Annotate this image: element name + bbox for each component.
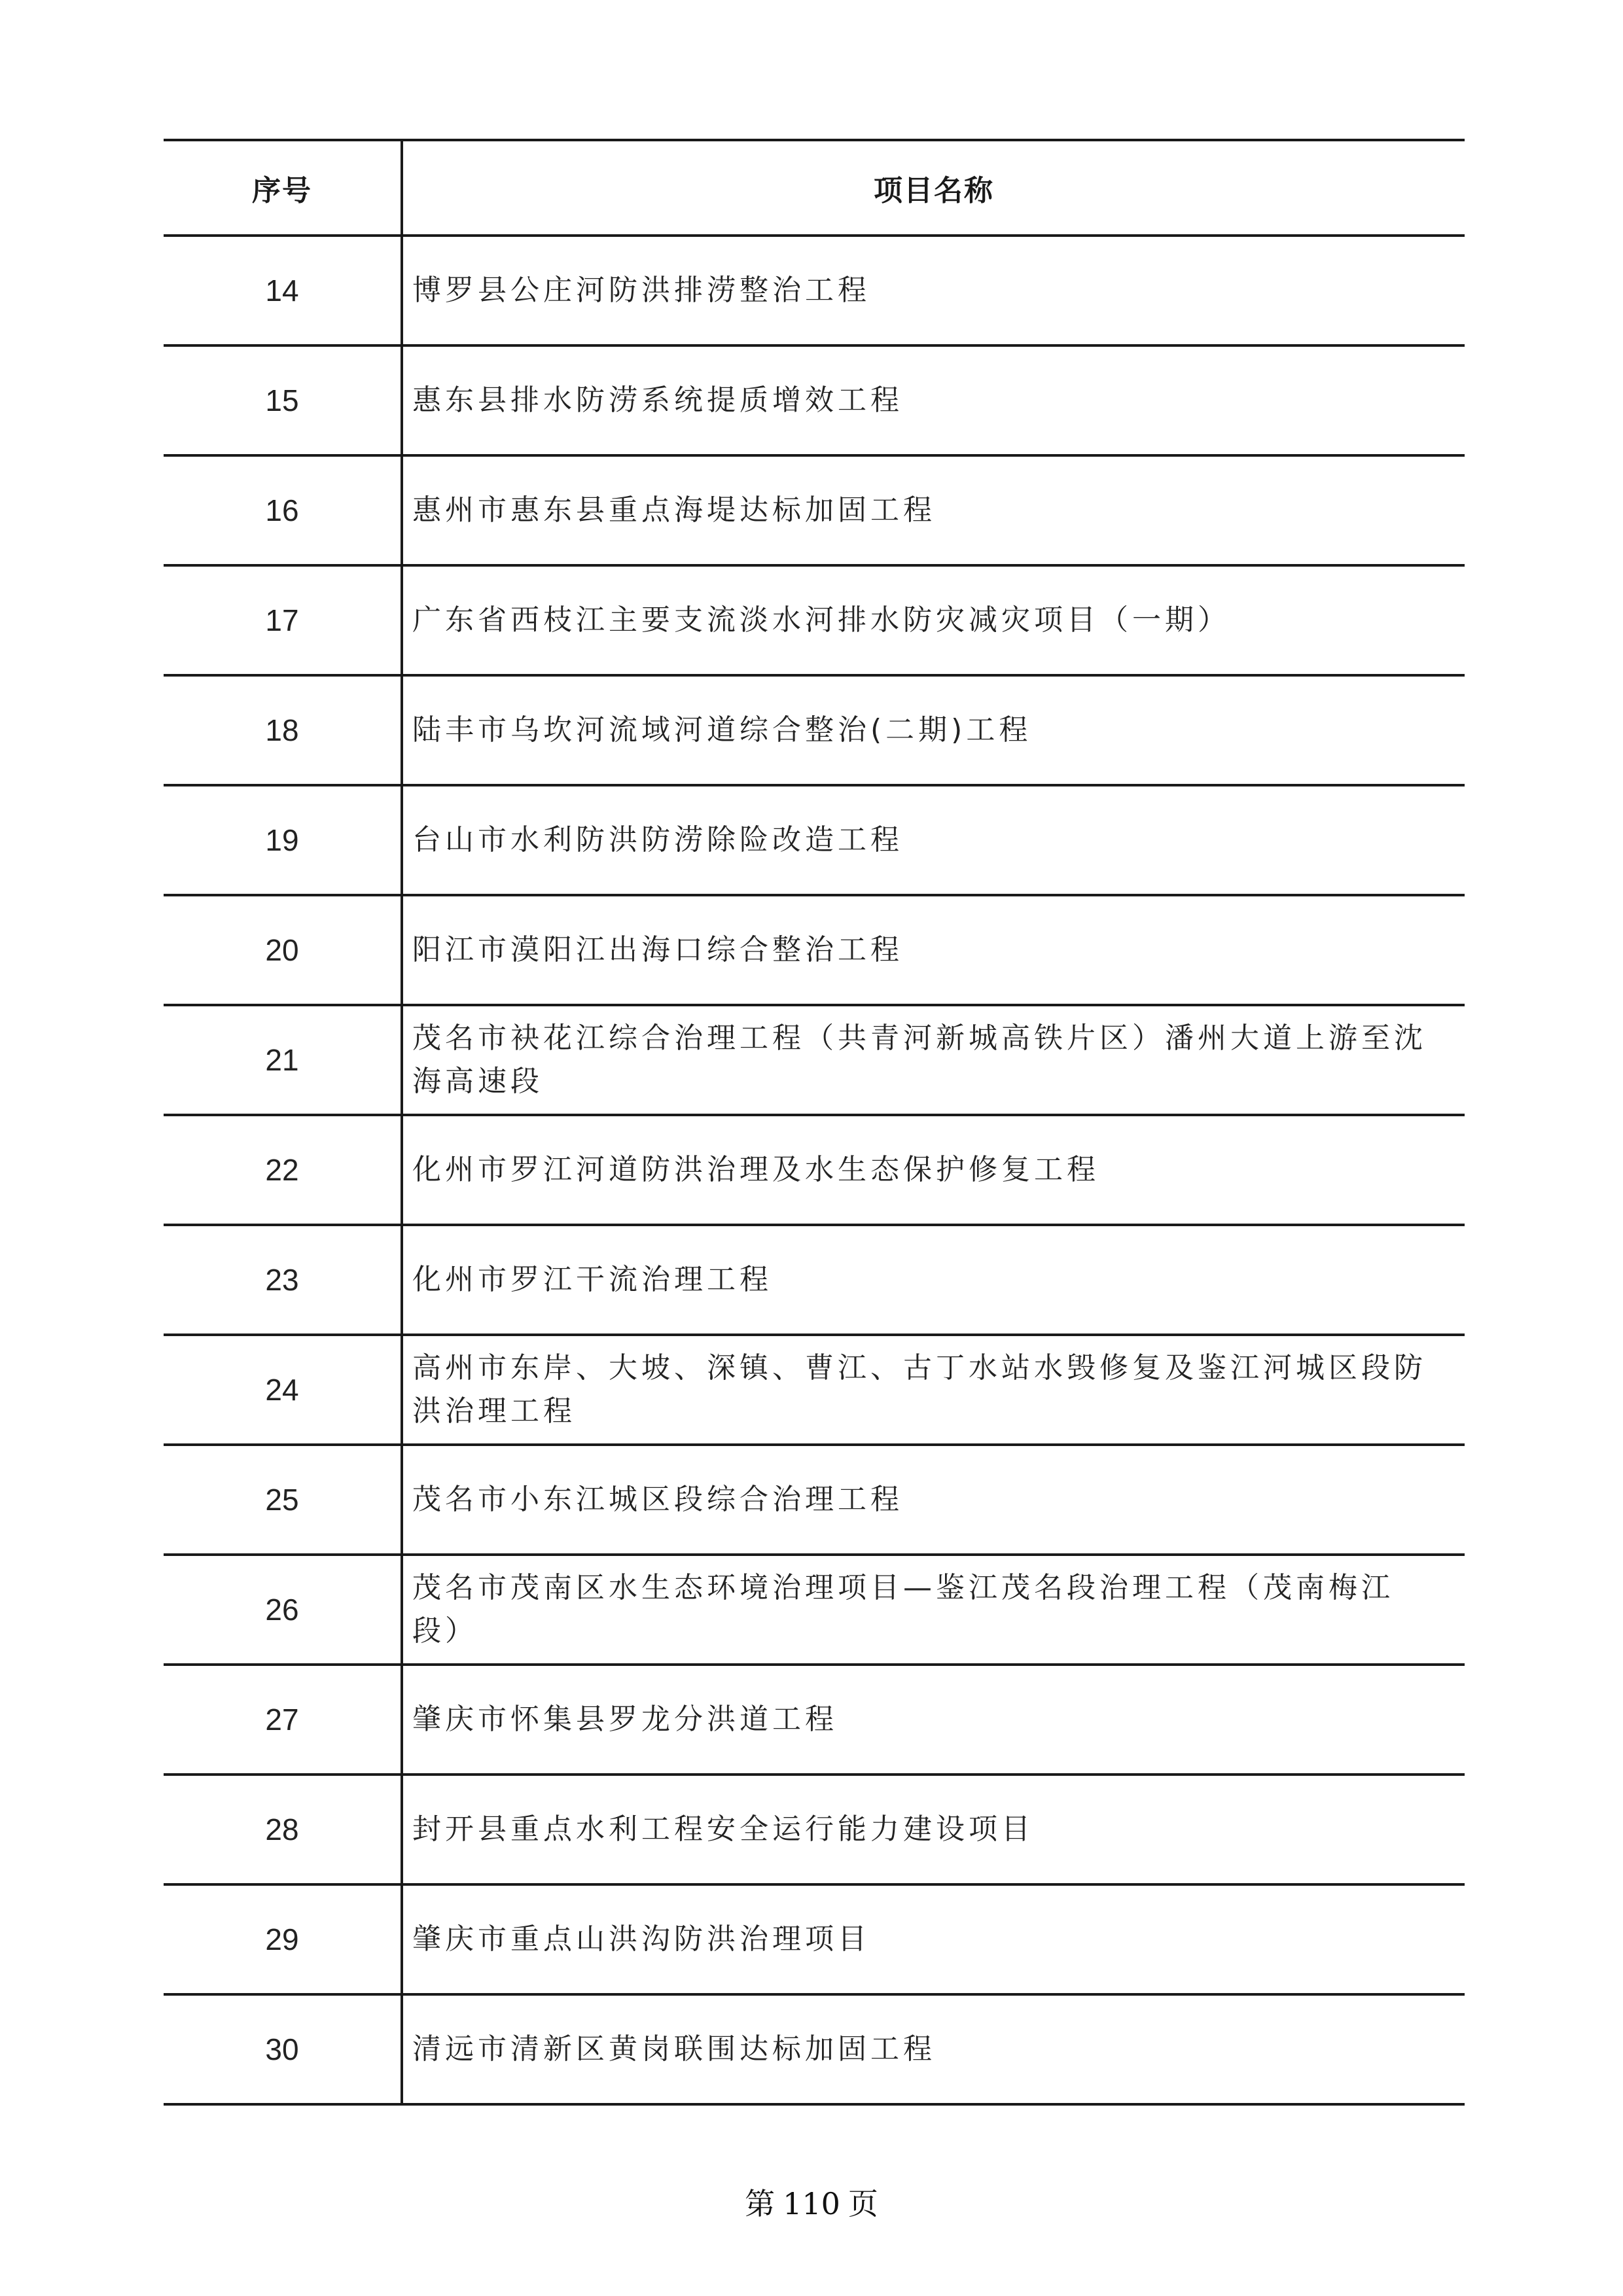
page-number-prefix: 第 — [745, 2186, 776, 2221]
row-number: 14 — [164, 236, 402, 345]
row-project-name: 肇庆市重点山洪沟防洪治理项目 — [402, 1884, 1465, 1994]
page-number — [0, 2180, 1623, 2223]
table-row — [164, 1115, 1465, 1225]
row-number: 26 — [164, 1555, 402, 1665]
row-project-name: 化州市罗江河道防洪治理及水生态保护修复工程 — [402, 1115, 1465, 1225]
row-number: 24 — [164, 1335, 402, 1445]
row-number: 20 — [164, 895, 402, 1005]
row-number: 15 — [164, 345, 402, 455]
table-row — [164, 1005, 1465, 1115]
table-row — [164, 1445, 1465, 1555]
table-row — [164, 785, 1465, 895]
row-number: 25 — [164, 1445, 402, 1555]
row-number: 23 — [164, 1225, 402, 1335]
row-project-name: 茂名市茂南区水生态环境治理项目—鉴江茂名段治理工程（茂南梅江段） — [402, 1555, 1465, 1665]
row-project-name: 肇庆市怀集县罗龙分洪道工程 — [402, 1665, 1465, 1775]
row-project-name: 陆丰市乌坎河流域河道综合整治(二期)工程 — [402, 675, 1465, 785]
row-project-name: 高州市东岸、大坡、深镇、曹江、古丁水站水毁修复及鉴江河城区段防洪治理工程 — [402, 1335, 1465, 1445]
row-number: 21 — [164, 1005, 402, 1115]
table-row — [164, 1884, 1465, 1994]
row-project-name: 台山市水利防洪防涝除险改造工程 — [402, 785, 1465, 895]
page-number-suffix: 页 — [847, 2186, 878, 2221]
table-row — [164, 1994, 1465, 2104]
table-row — [164, 455, 1465, 565]
table-header-row — [164, 140, 1465, 236]
row-number: 30 — [164, 1994, 402, 2104]
row-project-name: 博罗县公庄河防洪排涝整治工程 — [402, 236, 1465, 345]
table-body — [164, 236, 1465, 2104]
table-row — [164, 236, 1465, 345]
row-project-name: 茂名市袂花江综合治理工程（共青河新城高铁片区）潘州大道上游至沈海高速段 — [402, 1005, 1465, 1115]
row-project-name: 惠州市惠东县重点海堤达标加固工程 — [402, 455, 1465, 565]
header-project-name: 项目名称 — [402, 140, 1465, 236]
table-row — [164, 345, 1465, 455]
table-row — [164, 675, 1465, 785]
row-project-name: 阳江市漠阳江出海口综合整治工程 — [402, 895, 1465, 1005]
row-number: 16 — [164, 455, 402, 565]
table-row — [164, 1665, 1465, 1775]
project-table — [164, 139, 1465, 2106]
row-number: 29 — [164, 1884, 402, 1994]
row-project-name: 广东省西枝江主要支流淡水河排水防灾减灾项目（一期） — [402, 565, 1465, 675]
row-project-name: 茂名市小东江城区段综合治理工程 — [402, 1445, 1465, 1555]
page-number-value: 110 — [783, 2186, 840, 2221]
row-number: 27 — [164, 1665, 402, 1775]
table-row — [164, 1555, 1465, 1665]
row-number: 19 — [164, 785, 402, 895]
row-number: 28 — [164, 1775, 402, 1884]
header-number: 序号 — [164, 140, 402, 236]
row-project-name: 惠东县排水防涝系统提质增效工程 — [402, 345, 1465, 455]
table-row — [164, 1335, 1465, 1445]
row-number: 17 — [164, 565, 402, 675]
row-project-name: 化州市罗江干流治理工程 — [402, 1225, 1465, 1335]
row-number: 22 — [164, 1115, 402, 1225]
row-number: 18 — [164, 675, 402, 785]
table-row — [164, 1225, 1465, 1335]
table-row — [164, 1775, 1465, 1884]
table-row — [164, 895, 1465, 1005]
row-project-name: 封开县重点水利工程安全运行能力建设项目 — [402, 1775, 1465, 1884]
row-project-name: 清远市清新区黄岗联围达标加固工程 — [402, 1994, 1465, 2104]
table-row — [164, 565, 1465, 675]
